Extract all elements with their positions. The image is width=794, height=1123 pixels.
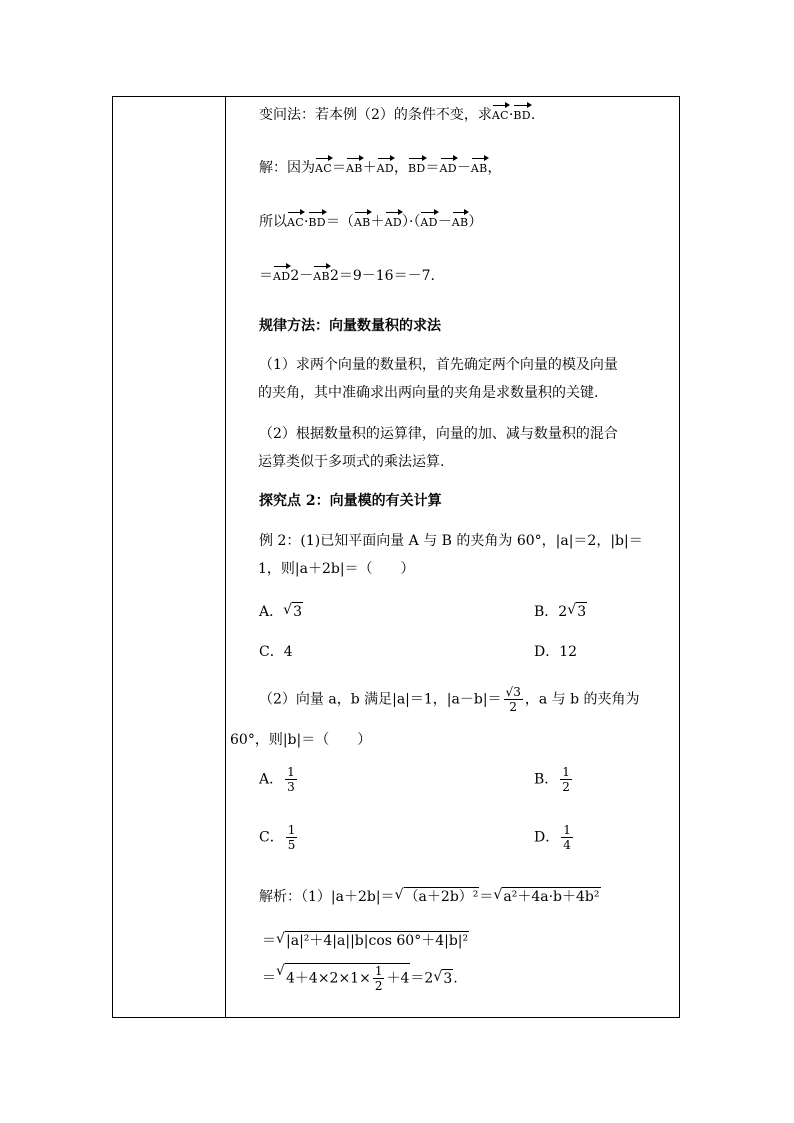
- minus-term: 2－: [290, 268, 314, 284]
- vector-ad: AD: [440, 160, 457, 178]
- variant-end: .: [530, 107, 536, 123]
- variant-prefix: 变问法：若本例（2）的条件不变，求: [259, 107, 492, 123]
- numerator: 1: [374, 964, 383, 978]
- radicand: （a＋2b）²: [404, 889, 479, 905]
- minus: －: [456, 160, 471, 176]
- method-p2-line1: （2）根据数量积的运算律，向量的加、减与数量积的混合: [259, 426, 618, 442]
- radicand: a²＋4a·b＋4b²: [503, 889, 600, 905]
- analysis-line-3: [262, 963, 458, 993]
- sqrt: √ |a|²＋4|a||b|cos 60°＋4|b|²: [276, 931, 469, 949]
- vector-ad: AD: [377, 160, 394, 178]
- vector-ab: AB: [354, 214, 371, 232]
- fraction: [373, 964, 385, 993]
- equals: ＝: [259, 268, 273, 284]
- column-divider: [225, 97, 226, 1017]
- variant-question: [259, 106, 535, 125]
- option-a: [259, 602, 303, 621]
- denominator: 4: [563, 838, 571, 852]
- content-cell: [230, 97, 669, 1017]
- option-b: [534, 602, 587, 621]
- vector-bd: BD: [308, 214, 326, 232]
- plus: ＋: [370, 214, 385, 230]
- option-label: D．: [534, 829, 560, 846]
- fraction: [560, 765, 572, 794]
- radicand: 3: [443, 970, 453, 987]
- sqrt: √ 3: [433, 968, 453, 987]
- analysis-line-1: [259, 887, 601, 906]
- fraction: [286, 823, 298, 852]
- method-p1-line1: （1）求两个向量的数量积，首先确定两个向量的模及向量: [259, 357, 618, 373]
- q2-suffix: ，a 与 b 的夹角为: [524, 691, 640, 708]
- equals: ＝: [331, 160, 346, 176]
- example2-q2-line2: 60°，则|b|＝（ ）: [230, 732, 372, 748]
- solution-prefix: 所以: [259, 214, 287, 230]
- sqrt: √ （a＋2b）²: [394, 887, 479, 905]
- method-title: 规律方法：向量数量积的求法: [259, 318, 441, 334]
- numerator: 1: [287, 765, 295, 779]
- option-label: A．: [259, 604, 284, 620]
- vector-bd: BD: [513, 107, 531, 125]
- q2-option-c: [259, 823, 299, 852]
- vector-ab: AB: [452, 214, 469, 232]
- radicand-post: ＋4: [386, 970, 410, 987]
- numerator: √3: [505, 685, 521, 699]
- solution-prefix: 解：因为: [259, 160, 315, 176]
- analysis-line-2: [262, 931, 469, 950]
- plus: ＋: [362, 160, 377, 176]
- radicand: [285, 963, 410, 993]
- equals: ＝: [262, 970, 276, 987]
- sqrt: √ 4＋4×2×1× $\frac{1}{2}$ ＋4: [276, 963, 410, 993]
- vector-ac: AC: [287, 214, 304, 232]
- denominator: 3: [287, 780, 295, 794]
- result: 2＝9－16＝－7.: [329, 268, 435, 284]
- vector-bd: BD: [408, 160, 426, 178]
- vector-ab: AB: [471, 160, 488, 178]
- option-d: D．12: [534, 644, 578, 660]
- example2-q1-line1: 例 2：(1)已知平面向量 A 与 B 的夹角为 60°，|a|＝2，|b|＝: [259, 533, 643, 549]
- example2-q2-line1: [259, 685, 640, 714]
- vector-ac: AC: [492, 107, 509, 125]
- option-c: C．4: [259, 644, 293, 660]
- explore-title: 探究点 2：向量模的有关计算: [259, 493, 442, 509]
- equals: ＝: [262, 933, 276, 949]
- denominator: 2: [374, 979, 383, 993]
- numerator: 1: [563, 823, 571, 837]
- method-p1-line2: 的夹角，其中准确求出两向量的夹角是求数量积的关键.: [258, 385, 599, 401]
- q2-option-b: [534, 765, 574, 794]
- vector-ad: AD: [385, 214, 402, 232]
- analysis-prefix: 解析：（1）|a＋2b|＝: [259, 889, 395, 905]
- solution-line-1: [259, 159, 502, 178]
- equals-paren: ＝（: [325, 214, 354, 230]
- q2-option-d: [534, 823, 575, 852]
- q2-prefix: （2）向量 a，b 满足|a|＝1，|a－b|＝: [259, 691, 502, 708]
- radicand: 3: [577, 604, 587, 620]
- numerator: 1: [287, 823, 296, 837]
- method-p2-line2: 运算类似于多项式的乘法运算.: [258, 454, 445, 470]
- result-pre: ＝2: [410, 970, 434, 987]
- option-label: C．: [259, 829, 284, 846]
- sqrt: √ 3: [283, 602, 303, 620]
- fraction: [285, 765, 297, 794]
- solution-line-2: [259, 213, 482, 232]
- sqrt: √ a²＋4a·b＋4b²: [493, 887, 600, 905]
- radicand: 3: [293, 604, 303, 620]
- vector-ad: AD: [273, 268, 290, 286]
- equals: ＝: [479, 889, 494, 905]
- content-table: [112, 96, 680, 1018]
- option-label: B．2: [534, 604, 568, 620]
- sqrt: √ 3: [567, 602, 587, 620]
- paren-dot-paren: ）·（: [401, 214, 421, 230]
- option-label: B．: [534, 771, 559, 788]
- vector-ab: AB: [346, 160, 363, 178]
- comma: ，: [393, 160, 408, 176]
- q2-option-a: [259, 765, 299, 794]
- minus: －: [437, 214, 452, 230]
- solution-line-3: [259, 267, 435, 286]
- fraction: [504, 685, 523, 714]
- comma: ，: [487, 160, 502, 176]
- radicand: |a|²＋4|a||b|cos 60°＋4|b|²: [286, 933, 469, 949]
- denominator: 2: [509, 700, 517, 714]
- denominator: 2: [562, 780, 570, 794]
- vector-ad: AD: [420, 214, 437, 232]
- denominator: 5: [287, 838, 296, 852]
- numerator: 1: [562, 765, 570, 779]
- radicand-pre: 4＋4×2×1×: [286, 970, 371, 987]
- dot-symbol: ·: [303, 214, 309, 230]
- fraction: [561, 823, 573, 852]
- dot-symbol: ·: [508, 107, 514, 123]
- vector-ac: AC: [315, 160, 332, 178]
- vector-ab: AB: [313, 268, 330, 286]
- option-label: A．: [259, 771, 284, 788]
- close-paren: ）: [468, 214, 483, 230]
- period: .: [453, 970, 458, 987]
- example2-q1-line2: 1，则|a＋2b|＝（ ）: [258, 561, 415, 577]
- equals: ＝: [425, 160, 440, 176]
